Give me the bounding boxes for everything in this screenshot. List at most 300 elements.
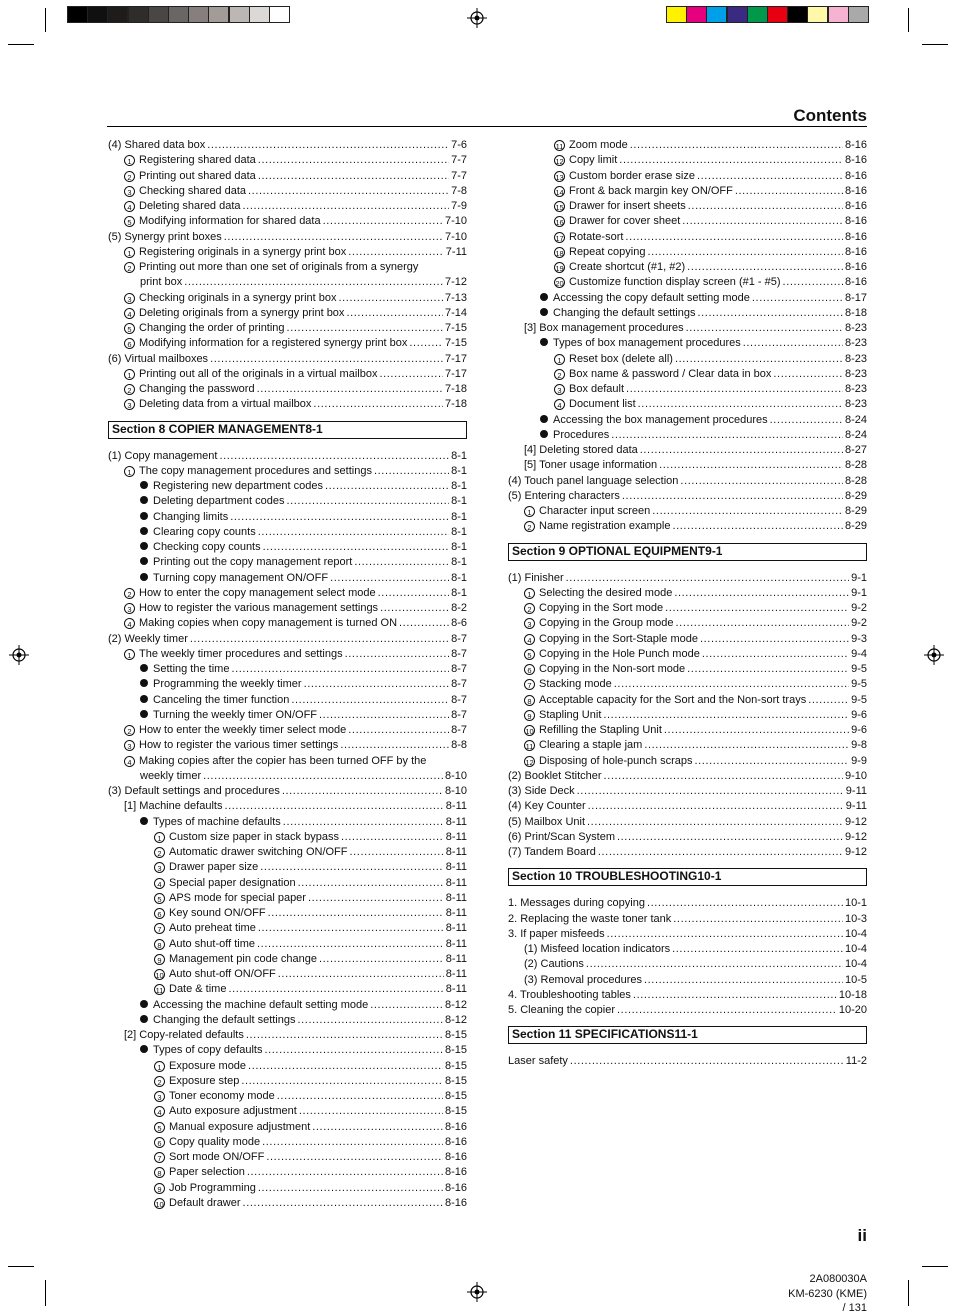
entry-page: 8-12 (444, 998, 467, 1011)
entry-title: 3 Copying in the Group mode (524, 616, 674, 631)
toc-entry[interactable] (108, 1013, 467, 1028)
entry-page: 7-15 (444, 337, 467, 350)
crop-mark (45, 8, 46, 32)
toc-entry[interactable] (108, 525, 467, 540)
toc-entry[interactable] (108, 449, 467, 464)
entry-title: 5 Modifying information for shared data (124, 214, 321, 229)
page-title: Contents (793, 106, 867, 125)
leader-dots (258, 525, 449, 540)
circled-number-icon: 7 (154, 923, 165, 934)
toc-entry[interactable] (508, 184, 867, 199)
circled-number-icon: 8 (154, 939, 165, 950)
toc-entry[interactable] (108, 677, 467, 692)
leader-dots (638, 397, 843, 412)
circled-number-icon: 3 (124, 186, 135, 197)
gray-swatch (67, 6, 88, 23)
circled-number-icon: 2 (124, 171, 135, 182)
toc-entry[interactable] (108, 815, 467, 830)
circled-number-icon: 4 (524, 634, 535, 645)
leader-dots (587, 815, 843, 830)
circled-number-icon: 12 (525, 757, 534, 767)
toc-entry[interactable] (108, 952, 467, 967)
entry-page: 7-11 (445, 245, 467, 258)
circled-number-icon: 7 (154, 1152, 165, 1163)
section-heading[interactable] (508, 868, 867, 886)
toc-entry[interactable] (508, 321, 867, 336)
entry-page: 8-16 (844, 169, 867, 182)
leader-dots (247, 1165, 443, 1180)
toc-entry[interactable] (108, 1181, 467, 1196)
toc-entry[interactable] (108, 967, 467, 982)
entry-page: 7-12 (444, 276, 467, 289)
toc-entry[interactable] (508, 336, 867, 351)
toc-entry[interactable] (508, 769, 867, 784)
leader-dots (688, 199, 843, 214)
toc-entry[interactable] (108, 586, 467, 601)
bullet-icon (140, 1045, 148, 1053)
toc-entry[interactable] (508, 662, 867, 677)
leader-dots (588, 799, 844, 814)
entry-title: 2 Printing out shared data (124, 169, 256, 184)
entry-title: Types of machine defaults (140, 815, 281, 830)
toc-entry[interactable] (108, 830, 467, 845)
entry-page: 9-4 (851, 647, 867, 660)
entry-page: 8-16 (844, 154, 867, 167)
entry-title: [1] Machine defaults (124, 800, 223, 813)
leader-dots (674, 586, 849, 601)
circled-number-icon: 8 (524, 695, 535, 706)
leader-dots (348, 245, 444, 260)
entry-title: Turning copy management ON/OFF (140, 571, 328, 586)
entry-page: 9-12 (844, 830, 867, 843)
toc-entry[interactable] (108, 799, 467, 814)
entry-title: print box (140, 276, 183, 289)
toc-entry[interactable] (108, 199, 467, 214)
circled-number-icon: 3 (524, 618, 535, 629)
leader-dots (203, 769, 443, 784)
entry-title: (2) Weekly timer (108, 632, 188, 645)
toc-entry[interactable] (108, 245, 467, 260)
entry-title: 3 Toner economy mode (154, 1089, 275, 1104)
toc-entry[interactable] (108, 555, 467, 570)
leader-dots (409, 336, 443, 351)
registration-mark-icon (924, 645, 944, 665)
toc-entry[interactable] (108, 1104, 467, 1119)
entry-title: 5 APS mode for special paper (154, 891, 306, 906)
toc-entry[interactable] (508, 138, 867, 153)
entry-page: 10-3 (844, 912, 867, 925)
color-swatch (848, 6, 869, 23)
leader-dots (698, 306, 843, 321)
entry-title: 4 Deleting shared data (124, 199, 241, 214)
toc-entry[interactable] (108, 693, 467, 708)
gray-swatch (148, 6, 169, 23)
toc-entry[interactable] (508, 616, 867, 631)
crop-mark (908, 8, 909, 32)
toc-entry[interactable] (508, 230, 867, 245)
toc-entry[interactable] (108, 306, 467, 321)
entry-page: 8-10 (444, 785, 467, 797)
toc-entry[interactable] (108, 214, 467, 229)
leader-dots (210, 352, 443, 367)
toc-entry[interactable] (508, 519, 867, 534)
toc-entry[interactable] (108, 540, 467, 555)
toc-entry[interactable] (508, 754, 867, 769)
toc-entry[interactable] (108, 169, 467, 184)
leader-dots (264, 1043, 443, 1058)
toc-entry[interactable] (508, 260, 867, 275)
color-swatch (706, 6, 727, 23)
entry-page: 9-12 (844, 815, 867, 828)
entry-title: 2. Replacing the waste toner tank (508, 912, 672, 925)
toc-entry[interactable] (108, 1196, 467, 1211)
registration-mark-icon (467, 8, 487, 28)
entry-title: (5) Synergy print boxes (108, 230, 222, 243)
toc-entry[interactable] (508, 815, 867, 830)
section-page: 9-1 (705, 543, 723, 558)
entry-title: 2 Changing the password (124, 382, 255, 397)
toc-entry[interactable] (508, 382, 867, 397)
toc-entry[interactable] (508, 291, 867, 306)
toc-entry[interactable] (108, 291, 467, 306)
toc-entry[interactable] (508, 458, 867, 473)
entry-title: 4 Copying in the Sort-Staple mode (524, 632, 698, 647)
circled-number-icon: 1 (154, 832, 165, 843)
toc-entry[interactable] (508, 169, 867, 184)
circled-number-icon: 3 (154, 1091, 165, 1102)
entry-page: 8-15 (444, 1059, 467, 1072)
toc-entry[interactable] (108, 494, 467, 509)
circled-number-icon: 2 (524, 521, 535, 532)
toc-entry[interactable] (108, 1043, 467, 1058)
circled-number-icon: 2 (154, 847, 165, 858)
toc-entry[interactable] (108, 723, 467, 738)
toc-entry[interactable] (108, 1120, 467, 1135)
entry-page: 8-23 (844, 383, 867, 395)
toc-entry[interactable] (108, 1150, 467, 1165)
toc-entry[interactable] (508, 306, 867, 321)
entry-title: 6 Modifying information for a registered synergy print box (124, 336, 407, 351)
entry-title: 16 Drawer for cover sheet (555, 215, 681, 228)
entry-title: 3 Checking originals in a synergy print box (124, 291, 337, 306)
toc-entry[interactable] (508, 647, 867, 662)
circled-number-icon: 10 (525, 727, 534, 736)
toc-entry[interactable] (108, 479, 467, 494)
circled-number-icon: 6 (154, 1137, 165, 1148)
toc-right-column (508, 138, 867, 1070)
bullet-icon (140, 664, 148, 672)
entry-title: 5 Copying in the Hole Punch mode (524, 647, 700, 662)
leader-dots (633, 988, 837, 1003)
entry-page: 8-11 (445, 983, 467, 996)
entry-title: (4) Shared data box (108, 139, 206, 151)
toc-entry[interactable] (108, 336, 467, 351)
toc-entry[interactable] (108, 571, 467, 586)
toc-entry[interactable] (108, 601, 467, 616)
entry-title: 1 Selecting the desired mode (524, 586, 672, 601)
toc-entry[interactable] (508, 988, 867, 1003)
entry-page: 9-11 (845, 800, 867, 813)
entry-title: [4] Deleting stored data (524, 444, 638, 456)
entry-page: 9-1 (851, 586, 867, 599)
toc-entry[interactable] (108, 738, 467, 753)
entry-page: 8-16 (444, 1151, 467, 1163)
toc-entry[interactable] (108, 982, 467, 997)
entry-title: 3 Deleting data from a virtual mailbox (124, 397, 311, 412)
circled-number-icon: 13 (555, 172, 564, 182)
toc-entry[interactable] (108, 1028, 467, 1043)
entry-title: 7 Stacking mode (524, 677, 612, 692)
entry-title: 2 How to enter the weekly timer select mode (124, 723, 346, 738)
leader-dots (348, 723, 449, 738)
toc-entry[interactable] (108, 510, 467, 525)
leader-dots (603, 708, 849, 723)
entry-title: 3 Box default (554, 382, 624, 397)
toc-entry[interactable] (508, 738, 867, 753)
circled-number-icon: 8 (154, 1167, 165, 1178)
entry-page: 8-15 (444, 1074, 467, 1087)
toc-entry[interactable] (108, 647, 467, 662)
circled-number-icon: 5 (124, 216, 135, 227)
entry-title: Printing out the copy management report (140, 555, 352, 570)
toc-entry[interactable] (508, 693, 867, 708)
toc-entry[interactable] (108, 352, 467, 367)
entry-page: 8-27 (844, 444, 867, 456)
toc-entry[interactable] (108, 662, 467, 677)
leader-dots (644, 973, 843, 988)
toc-entry[interactable] (108, 937, 467, 952)
toc-entry[interactable] (108, 616, 467, 631)
toc-entry[interactable] (108, 1165, 467, 1180)
leader-dots (604, 769, 843, 784)
toc-entry[interactable] (108, 998, 467, 1013)
toc-entry[interactable] (508, 352, 867, 367)
toc-entry[interactable] (108, 184, 467, 199)
section-heading[interactable] (108, 421, 467, 439)
toc-entry[interactable] (108, 321, 467, 336)
toc-entry[interactable] (108, 632, 467, 647)
leader-dots (341, 830, 444, 845)
toc-entry[interactable] (108, 275, 467, 290)
circled-number-icon: 4 (154, 1106, 165, 1117)
entry-title: 4. Troubleshooting tables (508, 988, 631, 1001)
leader-dots (325, 479, 449, 494)
circled-number-icon: 4 (124, 308, 135, 319)
entry-title: 20 Customize function display screen (#1 - #5) (555, 276, 781, 289)
toc-entry[interactable] (108, 1089, 467, 1104)
leader-dots (308, 891, 444, 906)
toc-entry[interactable] (108, 845, 467, 860)
toc-entry[interactable] (508, 942, 867, 957)
leader-dots (243, 1196, 443, 1211)
toc-entry[interactable] (508, 586, 867, 601)
circled-number-icon: 2 (554, 369, 565, 380)
circled-number-icon: 18 (555, 248, 564, 258)
entry-title: 8 Paper selection (154, 1165, 245, 1180)
entry-page: 7-13 (444, 291, 467, 304)
toc-entry[interactable] (108, 906, 467, 921)
entry-title: (3) Default settings and procedures (108, 785, 280, 797)
toc-entry[interactable] (108, 769, 467, 784)
bullet-icon (540, 338, 548, 346)
entry-title: 10 Refilling the Stapling Unit (525, 724, 662, 736)
leader-dots (640, 443, 843, 458)
leader-dots (319, 708, 449, 723)
entry-page: 8-28 (844, 474, 867, 487)
entry-page: 7-17 (444, 367, 467, 380)
circled-number-icon: 2 (124, 725, 135, 736)
entry-title: [3] Box management procedures (524, 322, 684, 334)
toc-entry[interactable] (108, 153, 467, 168)
section-heading[interactable] (508, 543, 867, 561)
toc-entry[interactable] (508, 474, 867, 489)
leader-dots (680, 474, 843, 489)
entry-title: (5) Entering characters (508, 489, 620, 502)
circled-number-icon: 1 (124, 466, 135, 477)
entry-page: 8-23 (844, 367, 867, 380)
toc-entry[interactable] (108, 860, 467, 875)
registration-mark-icon (467, 1282, 487, 1302)
toc-entry[interactable] (108, 1074, 467, 1089)
toc-entry[interactable] (508, 153, 867, 168)
leader-dots (379, 367, 443, 382)
circled-number-icon: 5 (154, 893, 165, 904)
toc-entry[interactable] (508, 799, 867, 814)
entry-page: 8-16 (444, 1166, 467, 1179)
toc-entry[interactable] (108, 1059, 467, 1074)
leader-dots (277, 1089, 443, 1104)
toc-entry[interactable] (108, 784, 467, 799)
entry-page: 7-7 (451, 154, 467, 167)
entry-title: 5 Changing the order of printing (124, 321, 285, 336)
entry-page: 8-18 (844, 306, 867, 319)
entry-title: (1) Copy management (108, 449, 218, 462)
circled-number-icon: 14 (555, 187, 564, 197)
toc-entry[interactable] (508, 830, 867, 845)
entry-page: 9-6 (851, 708, 867, 721)
gray-swatch (208, 6, 229, 23)
leader-dots (190, 632, 449, 647)
toc-entry[interactable] (108, 397, 467, 412)
entry-page: 9-3 (851, 632, 867, 645)
toc-entry[interactable] (108, 876, 467, 891)
toc-entry[interactable] (108, 1135, 467, 1150)
toc-entry[interactable] (508, 1003, 867, 1018)
toc-entry[interactable] (508, 927, 867, 942)
section-page: 8-1 (305, 421, 323, 436)
entry-page: 8-16 (444, 1181, 467, 1194)
leader-dots (287, 321, 443, 336)
toc-entry[interactable] (508, 784, 867, 799)
entry-page: 8-7 (451, 693, 467, 706)
toc-entry[interactable] (508, 428, 867, 443)
leader-dots (258, 169, 449, 184)
entry-page: 8-28 (844, 459, 867, 472)
toc-entry[interactable] (508, 413, 867, 428)
leader-dots (304, 677, 450, 692)
entry-title: Accessing the copy default setting mode (540, 291, 750, 306)
leader-dots (675, 352, 843, 367)
toc-entry[interactable] (108, 891, 467, 906)
entry-title: (4) Touch panel language selection (508, 474, 679, 487)
entry-page: 8-11 (445, 922, 467, 935)
entry-title: 10 Auto shut-off ON/OFF (155, 968, 276, 980)
entry-page: 8-16 (844, 261, 867, 273)
toc-entry[interactable] (108, 138, 467, 153)
leader-dots (694, 754, 849, 769)
leader-dots (617, 1003, 837, 1018)
toc-entry[interactable] (508, 957, 867, 972)
toc-entry[interactable] (508, 443, 867, 458)
toc-entry[interactable] (108, 230, 467, 245)
toc-entry[interactable] (508, 677, 867, 692)
circled-number-icon: 4 (554, 399, 565, 410)
toc-entry[interactable] (508, 1054, 867, 1069)
toc-entry[interactable] (508, 601, 867, 616)
toc-entry[interactable] (508, 199, 867, 214)
entry-title: 2 Exposure step (154, 1074, 239, 1089)
entry-page: 7-18 (444, 398, 467, 411)
toc-entry[interactable] (508, 723, 867, 738)
toc-entry[interactable] (508, 504, 867, 519)
entry-title: 1 Registering shared data (124, 153, 256, 168)
toc-entry[interactable] (508, 896, 867, 911)
entry-title: Types of box management procedures (540, 336, 741, 351)
leader-dots (399, 616, 449, 631)
toc-entry[interactable] (508, 973, 867, 988)
toc-entry[interactable] (508, 571, 867, 586)
toc-entry[interactable] (108, 367, 467, 382)
toc-entry[interactable] (508, 632, 867, 647)
entry-page: 9-5 (851, 678, 867, 691)
gray-swatch (229, 6, 250, 23)
circled-number-icon: 2 (124, 384, 135, 395)
toc-entry[interactable] (508, 912, 867, 927)
toc-entry[interactable] (508, 845, 867, 860)
leader-dots (644, 738, 849, 753)
toc-entry[interactable] (508, 214, 867, 229)
leader-dots (345, 647, 449, 662)
toc-entry[interactable] (508, 489, 867, 504)
toc-entry[interactable] (508, 397, 867, 412)
toc-entry[interactable] (508, 275, 867, 290)
leader-dots (291, 693, 449, 708)
toc-entry[interactable] (508, 708, 867, 723)
leader-dots (299, 1104, 443, 1119)
leader-dots (278, 967, 444, 982)
leader-dots (350, 845, 444, 860)
toc-entry[interactable] (108, 921, 467, 936)
toc-entry[interactable] (108, 708, 467, 723)
circled-number-icon: 7 (524, 679, 535, 690)
leader-dots (626, 382, 843, 397)
toc-entry (108, 260, 467, 275)
toc-entry[interactable] (508, 367, 867, 382)
entry-title: 7 Sort mode ON/OFF (154, 1150, 264, 1165)
color-swatch (727, 6, 748, 23)
entry-title: 3 How to register the various timer settings (124, 738, 338, 753)
section-heading[interactable] (508, 1026, 867, 1044)
bullet-icon (140, 512, 148, 520)
toc-entry[interactable] (108, 464, 467, 479)
entry-page: 8-29 (844, 489, 867, 502)
circled-number-icon: 1 (124, 247, 135, 258)
toc-entry[interactable] (508, 245, 867, 260)
leader-dots (298, 1013, 443, 1028)
toc-entry[interactable] (108, 382, 467, 397)
circled-number-icon: 3 (554, 384, 565, 395)
leader-dots (676, 616, 850, 631)
